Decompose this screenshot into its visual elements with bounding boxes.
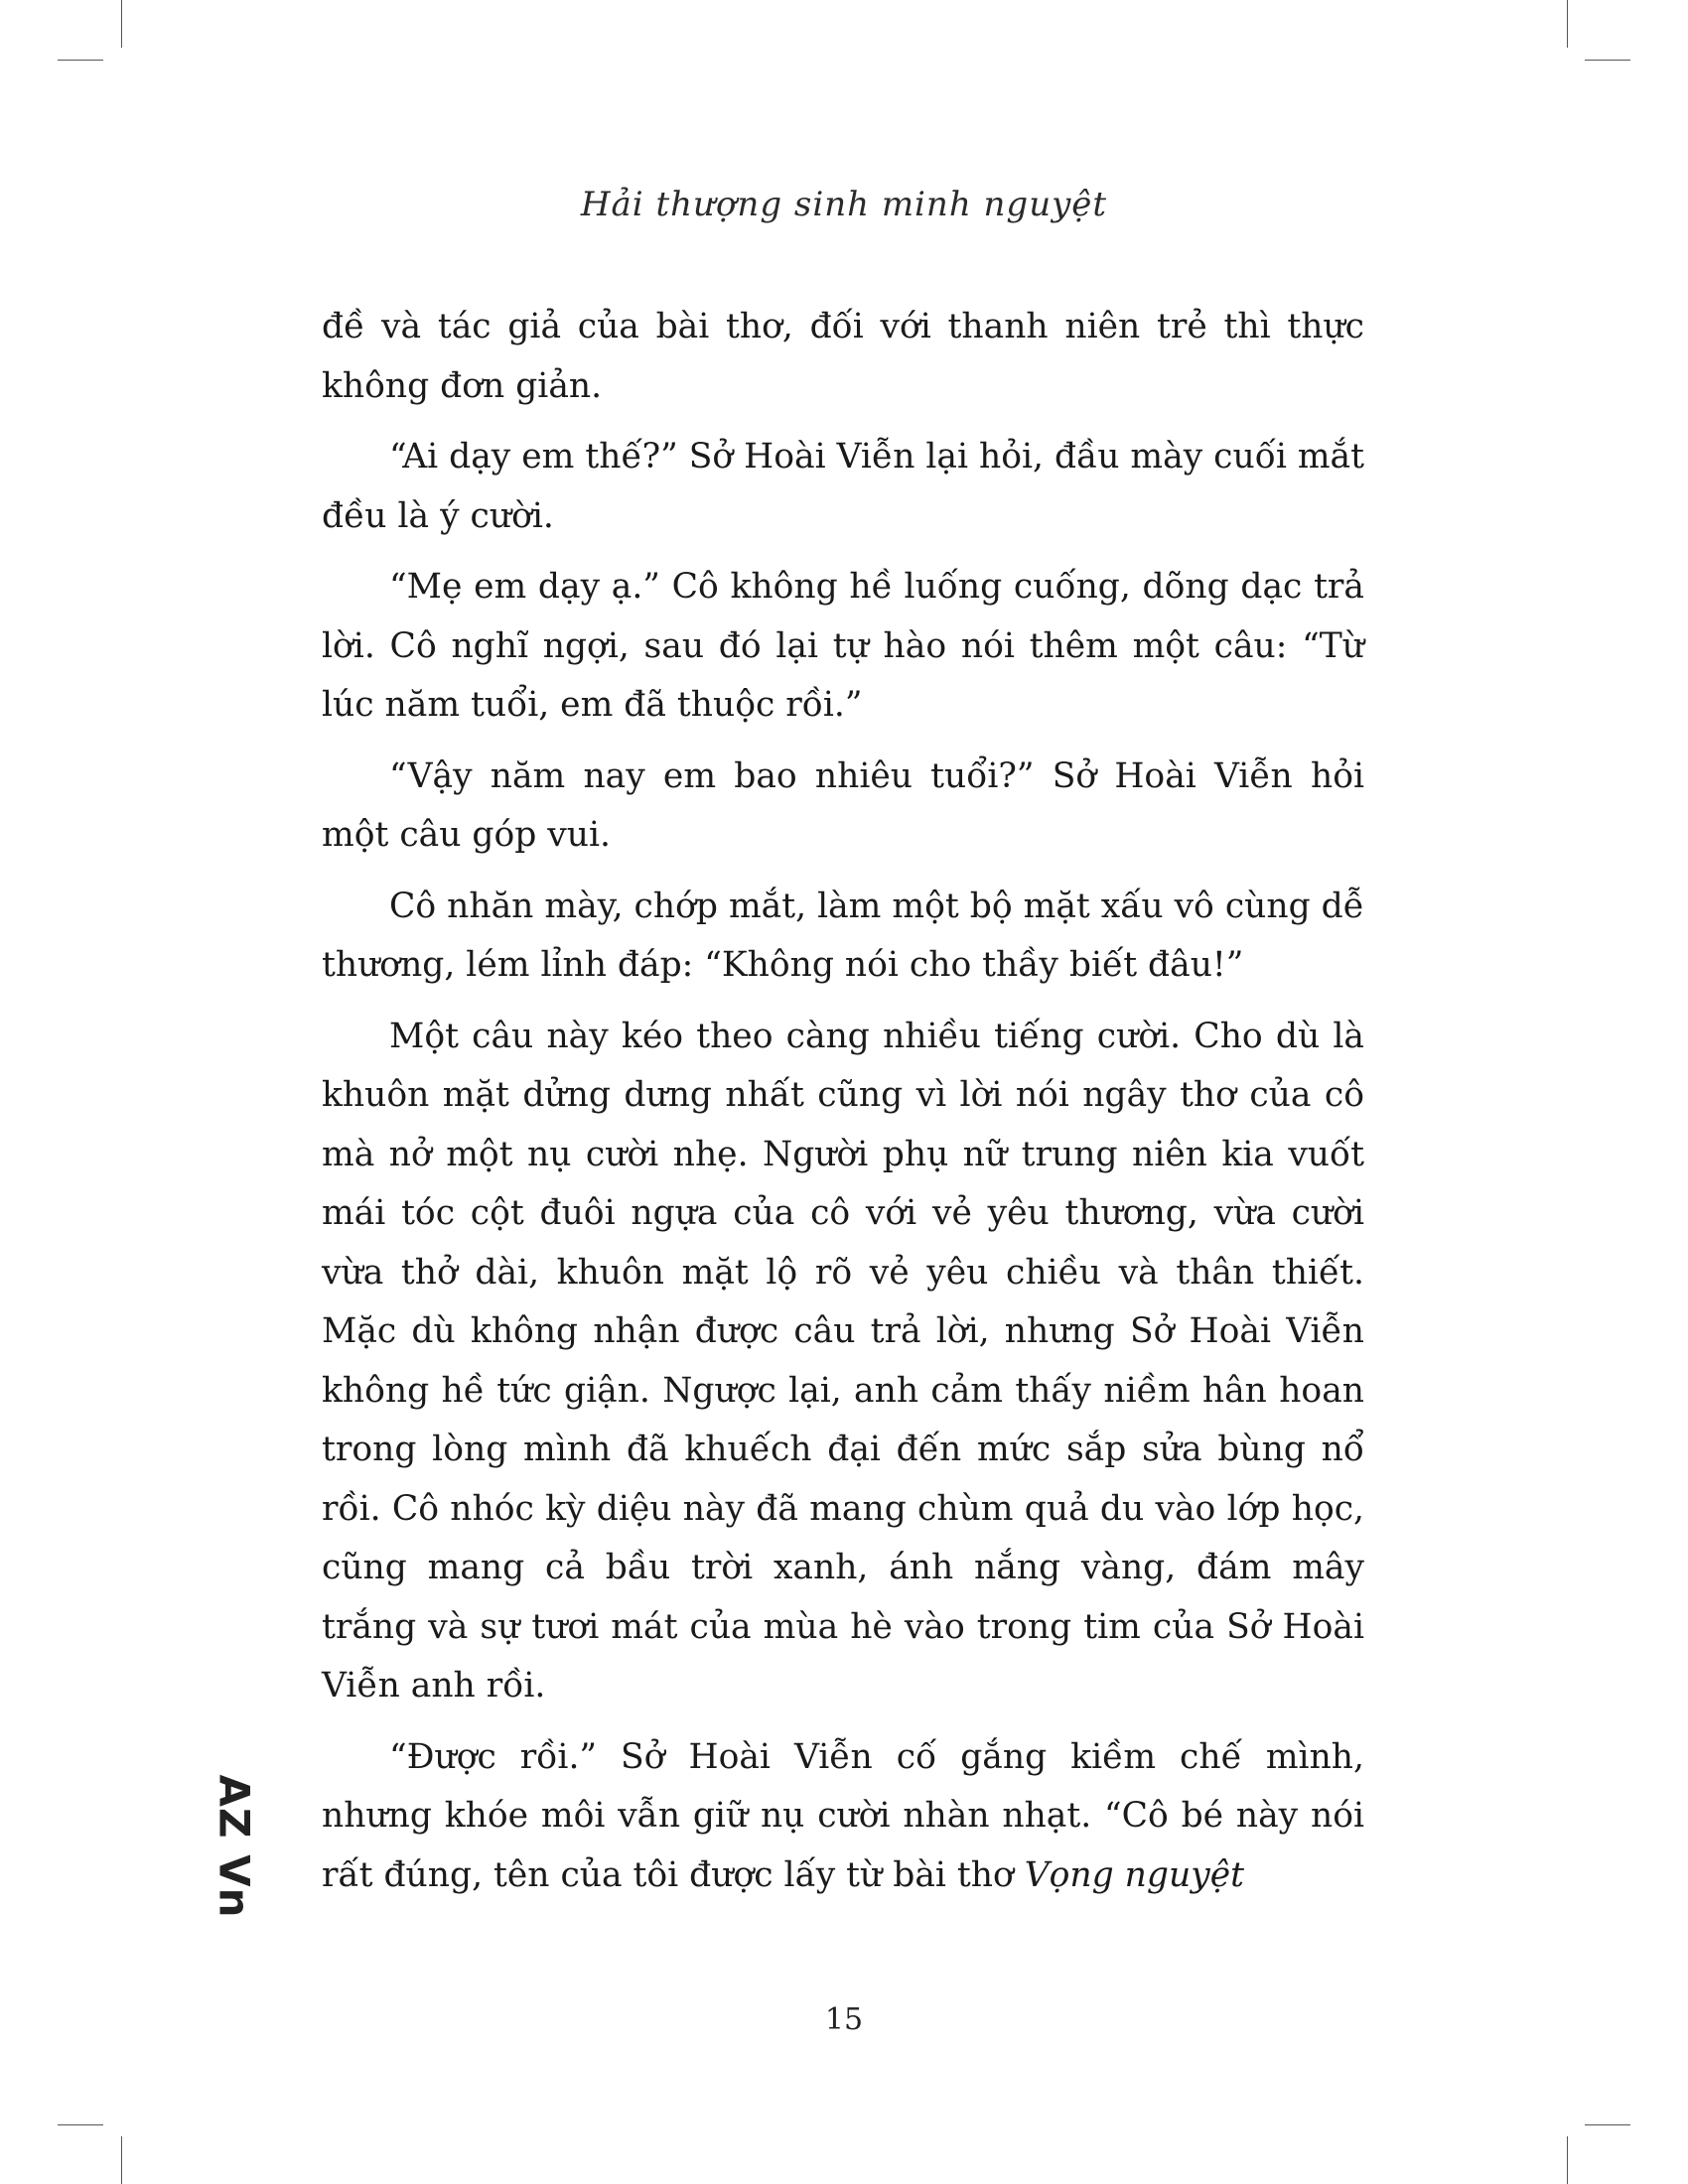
poem-title: Vọng nguyệt bbox=[1024, 1854, 1244, 1895]
page-number: 15 bbox=[824, 2002, 864, 2037]
running-head-title: Hải thượng sinh minh nguyệt bbox=[580, 185, 1108, 224]
publisher-logo-text: AZ Vn bbox=[210, 1774, 259, 1919]
crop-mark-top-left-h bbox=[58, 60, 103, 61]
crop-mark-bottom-left bbox=[121, 2136, 122, 2184]
paragraph-text: “Được rồi.” Sở Hoài Viễn cố gắng kiềm chế mình, nhưng khóe môi vẫn giữ nụ cười nhàn nhạt. “Cô bé này nói rất đúng, tên của tôi được lấy từ bài thơ bbox=[322, 1736, 1364, 1895]
paragraph: “Ai dạy em thế?” Sở Hoài Viễn lại hỏi, đầu mày cuối mắt đều là ý cười. bbox=[322, 437, 1364, 536]
paragraph: Cô nhăn mày, chớp mắt, làm một bộ mặt xấu vô cùng dễ thương, lém lỉnh đáp: “Không nói cho thầy biết đâu!” bbox=[322, 886, 1364, 985]
body-text bbox=[322, 298, 1364, 1917]
crop-mark-bottom-right-h bbox=[1585, 2124, 1630, 2125]
paragraph: đề và tác giả của bài thơ, đối với thanh niên trẻ thì thực không đơn giản. bbox=[322, 307, 1364, 406]
crop-mark-bottom-right bbox=[1567, 2136, 1568, 2184]
paragraph: “Mẹ em dạy ạ.” Cô không hề luống cuống, dõng dạc trả lời. Cô nghĩ ngợi, sau đó lại tự hào nói thêm một câu: “Từ lúc năm tuổi, em đã thuộc rồi.” bbox=[322, 567, 1364, 725]
paragraph: “Vậy năm nay em bao nhiêu tuổi?” Sở Hoài Viễn hỏi một câu góp vui. bbox=[322, 755, 1364, 855]
paragraph-last bbox=[322, 1728, 1364, 1906]
crop-mark-top-right-h bbox=[1585, 60, 1630, 61]
publisher-logo bbox=[195, 1767, 274, 1926]
crop-mark-top-right bbox=[1567, 0, 1568, 48]
crop-mark-bottom-left-h bbox=[58, 2124, 103, 2125]
crop-mark-top-left bbox=[121, 0, 122, 48]
paragraph: Một câu này kéo theo càng nhiều tiếng cười. Cho dù là khuôn mặt dửng dưng nhất cũng vì lời nói ngây thơ của cô mà nở một nụ cười nhẹ. Người phụ nữ trung niên kia vuốt mái tóc cột đuôi ngựa của cô với vẻ yêu thương, vừa cười vừa thở dài, khuôn mặt lộ rõ vẻ yêu chiều và thân thiết. Mặc dù không nhận được câu trả lời, nhưng Sở Hoài Viễn không hề tức giận. Ngược lại, anh cảm thấy niềm hân hoan trong lòng mình đã khuếch đại đến mức sắp sửa bùng nổ rồi. Cô nhóc kỳ diệu này đã mang chùm quả du vào lớp học, cũng mang cả bầu trời xanh, ánh nắng vàng, đám mây trắng và sự tươi mát của mùa hè vào trong tim của Sở Hoài Viễn anh rồi. bbox=[322, 1016, 1364, 1706]
